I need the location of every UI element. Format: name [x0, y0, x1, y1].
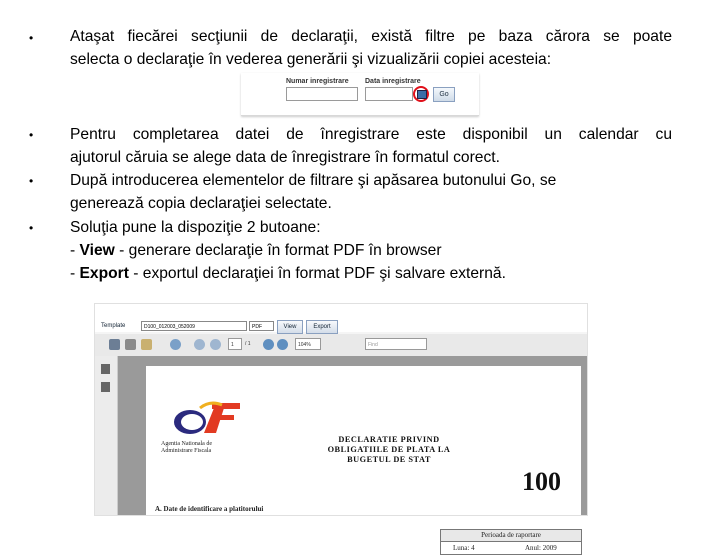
go-button[interactable]: Go: [433, 87, 455, 102]
paragraph-line: Pentru completarea datei de înregistrare este disponibil un calendar cu: [70, 126, 672, 143]
export-text: - exportul declaraţiei în format PDF şi salvare externă.: [128, 265, 506, 282]
template-bar: [95, 304, 587, 332]
section-a-heading: A. Date de identificare a platitorului: [155, 505, 264, 513]
paragraph-go: [70, 169, 672, 215]
filter-screenshot: [241, 73, 479, 116]
bullet-3: •: [29, 174, 34, 188]
pdf-toolbar: [95, 334, 587, 357]
template-select[interactable]: D100_012003_052009: [141, 321, 247, 331]
paragraph-line: Soluţia pune la dispoziţie 2 butoane:: [70, 219, 321, 236]
export-description: [70, 262, 672, 285]
paragraph-line: După introducerea elementelor de filtrare şi apăsarea butonului Go, se: [70, 172, 557, 189]
paragraph-line: generează copia declaraţiei selectate.: [70, 195, 332, 212]
period-month: Luna: 4: [453, 544, 475, 552]
title-line: BUGETUL DE STAT: [347, 455, 431, 464]
title-line: DECLARATIE PRIVIND: [338, 435, 440, 444]
title-line: OBLIGATIILE DE PLATA LA: [327, 445, 451, 454]
filter-label-data: Data inregistrare: [365, 78, 421, 85]
dash: -: [70, 242, 80, 259]
viewer-sidebar: [95, 356, 118, 515]
bullet-4: •: [29, 221, 34, 235]
document-title: [314, 435, 464, 465]
print-icon[interactable]: [125, 339, 136, 350]
previous-page-icon[interactable]: [194, 339, 205, 350]
period-box: [440, 529, 582, 555]
view-button[interactable]: View: [277, 320, 303, 334]
search-icon[interactable]: [170, 339, 181, 350]
period-header: Perioada de raportare: [441, 530, 581, 542]
paragraph-buttons: [70, 216, 672, 285]
next-page-icon[interactable]: [210, 339, 221, 350]
export-button[interactable]: Export: [306, 320, 338, 334]
format-select[interactable]: PDF: [249, 321, 274, 331]
zoom-in-icon[interactable]: [277, 339, 288, 350]
pages-icon[interactable]: [101, 364, 110, 374]
view-keyword: View: [79, 242, 115, 259]
calendar-icon[interactable]: [413, 86, 429, 102]
export-keyword: Export: [79, 265, 129, 282]
filter-label-numar: Numar inregistrare: [286, 78, 349, 85]
attachments-icon[interactable]: [101, 382, 110, 392]
view-description: [70, 239, 672, 262]
paragraph-line: selecta o declaraţie în vederea generării şi vizualizării copiei acesteia:: [70, 51, 552, 68]
paragraph-calendar: [70, 123, 672, 169]
bullet-1: •: [29, 31, 34, 45]
zoom-out-icon[interactable]: [263, 339, 274, 350]
save-icon[interactable]: [109, 339, 120, 350]
page-total: / 1: [245, 341, 251, 347]
data-inregistrare-input[interactable]: [365, 87, 413, 101]
paragraph-line: Ataşat fiecărei secţiunii de declaraţii, există filtre pe baza cărora se poate: [70, 28, 672, 45]
anaf-logo: [170, 400, 242, 436]
find-input[interactable]: Find: [365, 338, 427, 350]
form-number: 100: [522, 467, 561, 496]
agency-line: Administrare Fiscala: [161, 448, 212, 454]
page-number-input[interactable]: 1: [228, 338, 242, 350]
agency-name: [161, 441, 212, 455]
email-icon[interactable]: [141, 339, 152, 350]
template-label: Template: [101, 323, 126, 329]
paragraph-line: ajutorul căruia se alege data de înregistrare în formatul corect.: [70, 149, 500, 166]
dash: -: [70, 265, 80, 282]
period-year: Anul: 2009: [525, 544, 557, 552]
paragraph-filters: [70, 25, 672, 71]
view-text: - generare declaraţie în format PDF în browser: [114, 242, 442, 259]
viewer-screenshot: [94, 303, 588, 552]
zoom-select[interactable]: 104%: [295, 338, 321, 350]
agency-line: Agentia Nationala de: [161, 441, 212, 447]
bullet-2: •: [29, 128, 34, 142]
numar-inregistrare-input[interactable]: [286, 87, 358, 101]
